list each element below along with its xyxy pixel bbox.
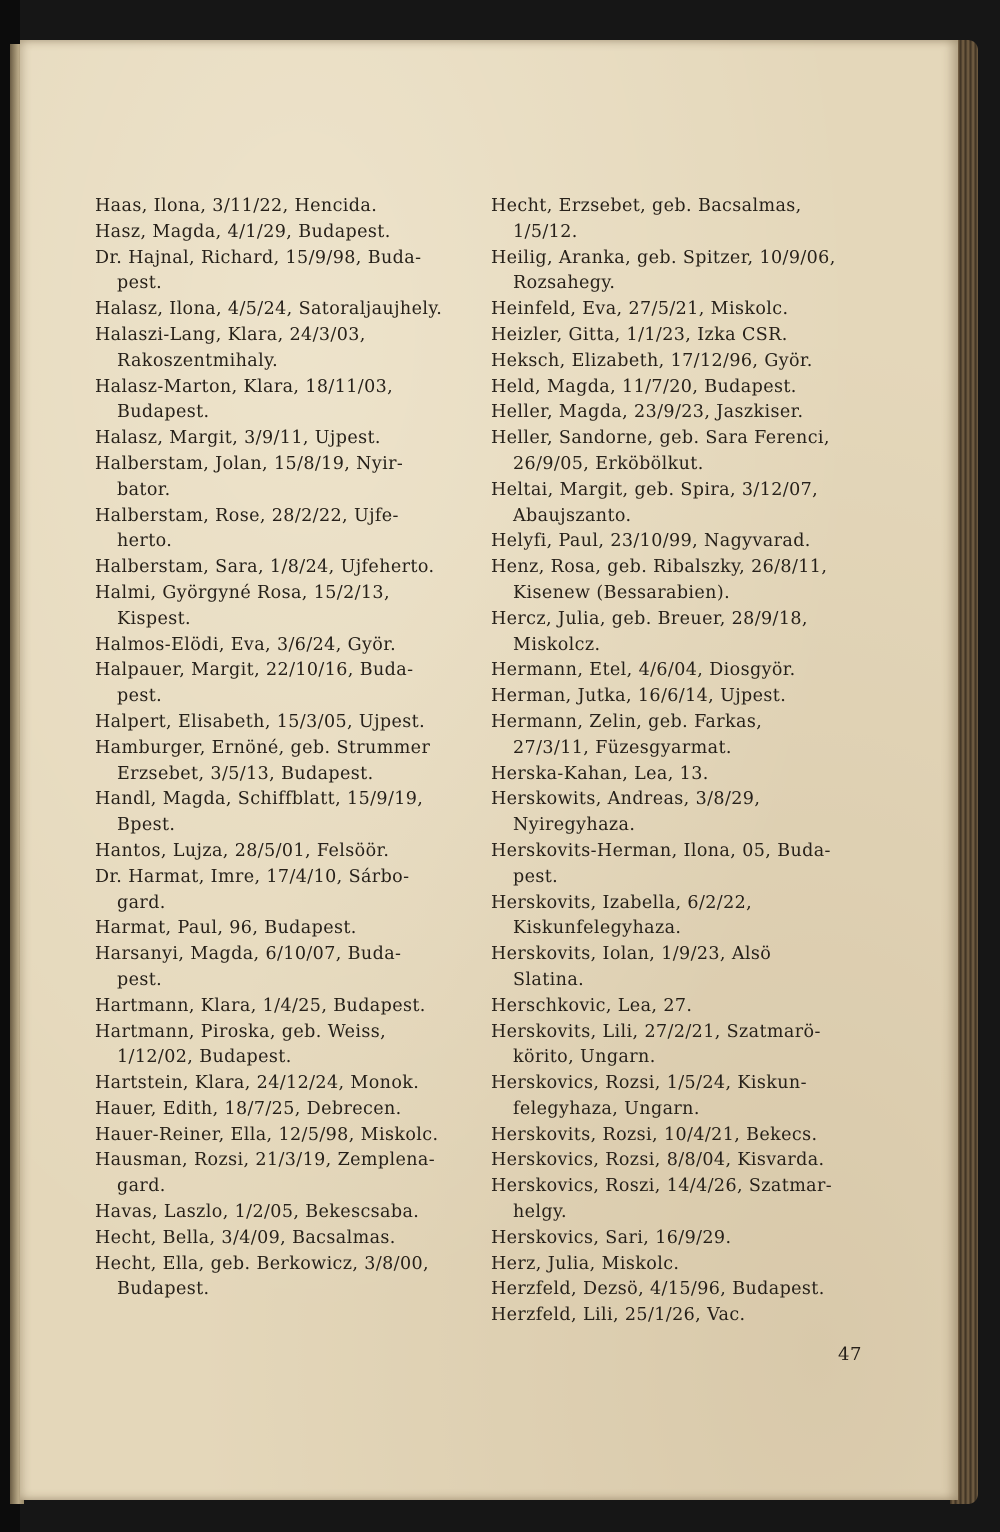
list-item: Heller, Magda, 23/9/23, Jaszkiser. [491,402,804,423]
list-item: Hartmann, Klara, 1/4/25, Budapest. [95,995,426,1016]
list-item: Herska-Kahan, Lea, 13. [491,763,709,784]
list-item: Herskovics, Sari, 16/9/29. [491,1227,732,1248]
list-item: Halberstam, Sara, 1/8/24, Ujfeherto. [95,557,435,578]
list-item: Heinfeld, Eva, 27/5/21, Miskolc. [491,299,789,320]
list-item: Halpauer, Margit, 22/10/16, Buda- pest. [95,660,414,707]
book-page [20,40,958,1500]
page-number: 47 [838,1344,862,1365]
list-item: Hercz, Julia, geb. Breuer, 28/9/18, Miskolcz. [491,608,808,655]
list-item: Herzfeld, Dezsö, 4/15/96, Budapest. [491,1279,825,1300]
list-item: Hasz, Magda, 4/1/29, Budapest. [95,221,391,242]
list-item: Herskovics, Roszi, 14/4/26, Szatmar- helgy. [491,1176,833,1223]
list-item: Hecht, Ella, geb. Berkowicz, 3/8/00, Budapest. [95,1253,429,1300]
list-item: Halaszi-Lang, Klara, 24/3/03, Rakoszentmihaly. [95,324,366,371]
list-item: Hartmann, Piroska, geb. Weiss, 1/12/02, Budapest. [95,1021,387,1068]
list-item: Herskovics, Rozsi, 1/5/24, Kiskun- felegyhaza, Ungarn. [491,1073,807,1119]
left-column [95,194,475,1303]
list-item: Dr. Hajnal, Richard, 15/9/98, Buda- pest. [95,247,422,294]
list-item: Halasz-Marton, Klara, 18/11/03, Budapest. [95,376,394,423]
list-item: Halmos-Elödi, Eva, 3/6/24, Györ. [95,634,397,655]
list-item: Herman, Jutka, 16/6/14, Ujpest. [491,686,787,707]
list-item: Handl, Magda, Schiffblatt, 15/9/19, Bpest. [95,789,424,836]
list-item: Halasz, Margit, 3/9/11, Ujpest. [95,428,381,449]
list-item: Halberstam, Jolan, 15/8/19, Nyir- bator. [95,453,404,500]
list-item: Herschkovic, Lea, 27. [491,995,693,1016]
list-item: Hermann, Etel, 4/6/04, Diosgyör. [491,660,796,681]
list-item: Herzfeld, Lili, 25/1/26, Vac. [491,1305,746,1326]
list-item: Hausman, Rozsi, 21/3/19, Zemplena- gard. [95,1150,436,1197]
list-item: Hantos, Lujza, 28/5/01, Felsöör. [95,840,390,861]
list-item: Herskovits-Herman, Ilona, 05, Buda- pest. [491,840,831,887]
list-item: Herz, Julia, Miskolc. [491,1253,680,1274]
list-item: Halpert, Elisabeth, 15/3/05, Ujpest. [95,711,426,732]
list-item: Hamburger, Ernöné, geb. Strummer Erzsebet, 3/5/13, Budapest. [95,737,431,784]
list-item: Herskovits, Izabella, 6/2/22, Kiskunfelegyhaza. [491,892,753,939]
list-item: Hartstein, Klara, 24/12/24, Monok. [95,1073,420,1094]
list-item: Herskowits, Andreas, 3/8/29, Nyiregyhaza. [491,789,761,836]
list-item: Harsanyi, Magda, 6/10/07, Buda- pest. [95,944,402,990]
list-item: Halberstam, Rose, 28/2/22, Ujfe- herto. [95,505,399,552]
list-item: Hauer-Reiner, Ella, 12/5/98, Miskolc. [95,1124,439,1145]
list-item: Hauer, Edith, 18/7/25, Debrecen. [95,1098,402,1119]
list-item: Heksch, Elizabeth, 17/12/96, Györ. [491,350,813,371]
list-item: Herskovics, Rozsi, 8/8/04, Kisvarda. [491,1150,825,1171]
list-item: Henz, Rosa, geb. Ribalszky, 26/8/11, Kisenew (Bessarabien). [491,557,828,603]
list-item: Helyfi, Paul, 23/10/99, Nagyvarad. [491,531,811,552]
list-item: Halmi, Györgyné Rosa, 15/2/13, Kispest. [95,582,390,629]
list-item: Hecht, Erzsebet, geb. Bacsalmas, 1/5/12. [491,196,802,242]
list-item: Herskovits, Lili, 27/2/21, Szatmarö- körito, Ungarn. [491,1021,821,1068]
list-item: Hecht, Bella, 3/4/09, Bacsalmas. [95,1227,396,1248]
list-item: Halasz, Ilona, 4/5/24, Satoraljaujhely. [95,299,443,320]
list-item: Hermann, Zelin, geb. Farkas, 27/3/11, Füzesgyarmat. [491,711,763,758]
list-item: Heilig, Aranka, geb. Spitzer, 10/9/06, Rozsahegy. [491,247,836,294]
list-item: Heltai, Margit, geb. Spira, 3/12/07, Abaujszanto. [491,479,819,526]
list-item: Heller, Sandorne, geb. Sara Ferenci, 26/9/05, Erköbölkut. [491,428,830,474]
list-item: Havas, Laszlo, 1/2/05, Bekescsaba. [95,1202,420,1223]
list-item: Herskovits, Rozsi, 10/4/21, Bekecs. [491,1124,818,1145]
list-item: Held, Magda, 11/7/20, Budapest. [491,376,797,397]
list-item: Dr. Harmat, Imre, 17/4/10, Sárbo- gard. [95,866,410,913]
list-item: Harmat, Paul, 96, Budapest. [95,918,357,939]
right-column [491,194,871,1329]
list-item: Heizler, Gitta, 1/1/23, Izka CSR. [491,324,788,345]
list-item: Herskovits, Iolan, 1/9/23, Alsö Slatina. [491,944,772,990]
list-item: Haas, Ilona, 3/11/22, Hencida. [95,196,378,216]
